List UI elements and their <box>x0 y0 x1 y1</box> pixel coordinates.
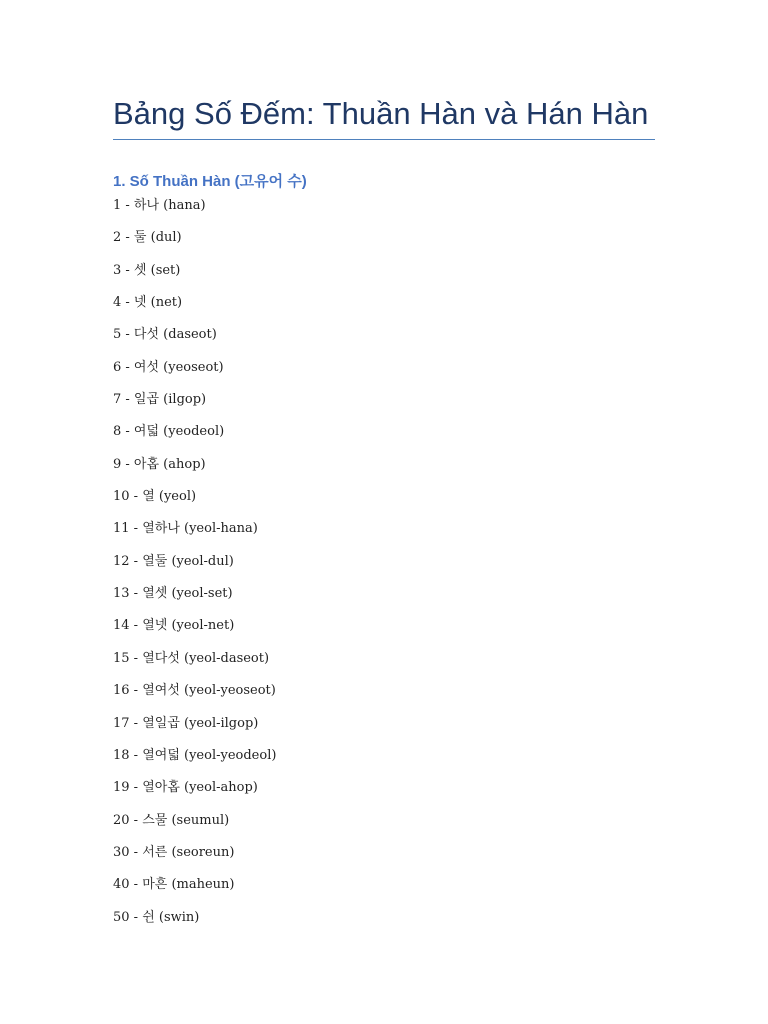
list-item: 7 - 일곱 (ilgop) <box>113 392 207 408</box>
list-item: 15 - 열다섯 (yeol-daseot) <box>113 650 270 666</box>
list-item: 14 - 열넷 (yeol-net) <box>113 618 235 634</box>
list-item: 17 - 열일곱 (yeol-ilgop) <box>113 715 259 731</box>
list-item: 18 - 열여덟 (yeol-yeodeol) <box>113 747 277 763</box>
list-item: 12 - 열둘 (yeol-dul) <box>113 553 234 569</box>
section-heading: 1. Số Thuần Hàn (고유어 수) <box>113 173 307 190</box>
list-item: 9 - 아홉 (ahop) <box>113 456 206 472</box>
list-item: 11 - 열하나 (yeol-hana) <box>113 521 258 537</box>
list-item: 40 - 마흔 (maheun) <box>113 877 235 893</box>
list-item: 50 - 쉰 (swin) <box>113 909 200 925</box>
list-item: 2 - 둘 (dul) <box>113 230 182 246</box>
title-underline <box>113 139 655 140</box>
list-item: 30 - 서른 (seoreun) <box>113 844 235 860</box>
list-item: 6 - 여섯 (yeoseot) <box>113 359 224 375</box>
number-list <box>113 196 276 940</box>
list-item: 20 - 스물 (seumul) <box>113 812 230 828</box>
list-item: 10 - 열 (yeol) <box>113 489 197 505</box>
list-item: 1 - 하나 (hana) <box>113 198 206 213</box>
list-item: 4 - 넷 (net) <box>113 295 183 311</box>
list-item: 3 - 셋 (set) <box>113 262 181 278</box>
list-item: 13 - 열셋 (yeol-set) <box>113 586 233 602</box>
list-item: 8 - 여덟 (yeodeol) <box>113 424 225 440</box>
list-item: 16 - 열여섯 (yeol-yeoseot) <box>113 683 276 699</box>
list-item: 19 - 열아홉 (yeol-ahop) <box>113 780 258 796</box>
document-title: Bảng Số Đếm: Thuần Hàn và Hán Hàn <box>113 96 649 131</box>
list-item: 5 - 다섯 (daseot) <box>113 327 217 343</box>
